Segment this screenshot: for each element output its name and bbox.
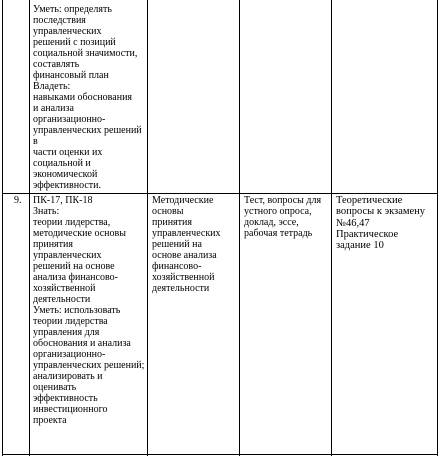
table-border-col2	[147, 0, 148, 456]
table-border-right	[437, 0, 438, 456]
table-border-bottom	[2, 454, 438, 455]
competence-cell: ПК-17, ПК-18 Знать: теории лидерства, методические основы принятия управленческих решений на основе анализа финансово- хозяйственной деятельности Уметь: использовать теории лидерства управления для обоснования и анализа организационно- управленческих решений; анализировать и оценивать эффективность инвестиционного проекта	[33, 195, 145, 426]
table-row-divider	[2, 193, 438, 194]
table-border-left	[2, 0, 3, 456]
row-number: 9.	[14, 195, 22, 206]
control-cell: Теоретические вопросы к экзамену №46,47 Практическое задание 10	[336, 195, 426, 252]
assessment-cell: Тест, вопросы для устного опроса, доклад, эссе, рабочая тетрадь	[244, 195, 322, 239]
table-border-col1	[29, 0, 30, 456]
topic-cell: Методические основы принятия управленческих решений на основе анализа финансово- хозяйственной деятельности	[152, 195, 221, 294]
table-border-col3	[239, 0, 240, 456]
table-border-col4	[331, 0, 332, 456]
competence-cell: Уметь: определять последствия управленческих решений с позиций социальной значимости, составлять финансовый план Владеть: навыками обоснования и анализа организационно- управленческих решений в части оценки их социальной и экономической эффективности.	[33, 4, 142, 191]
